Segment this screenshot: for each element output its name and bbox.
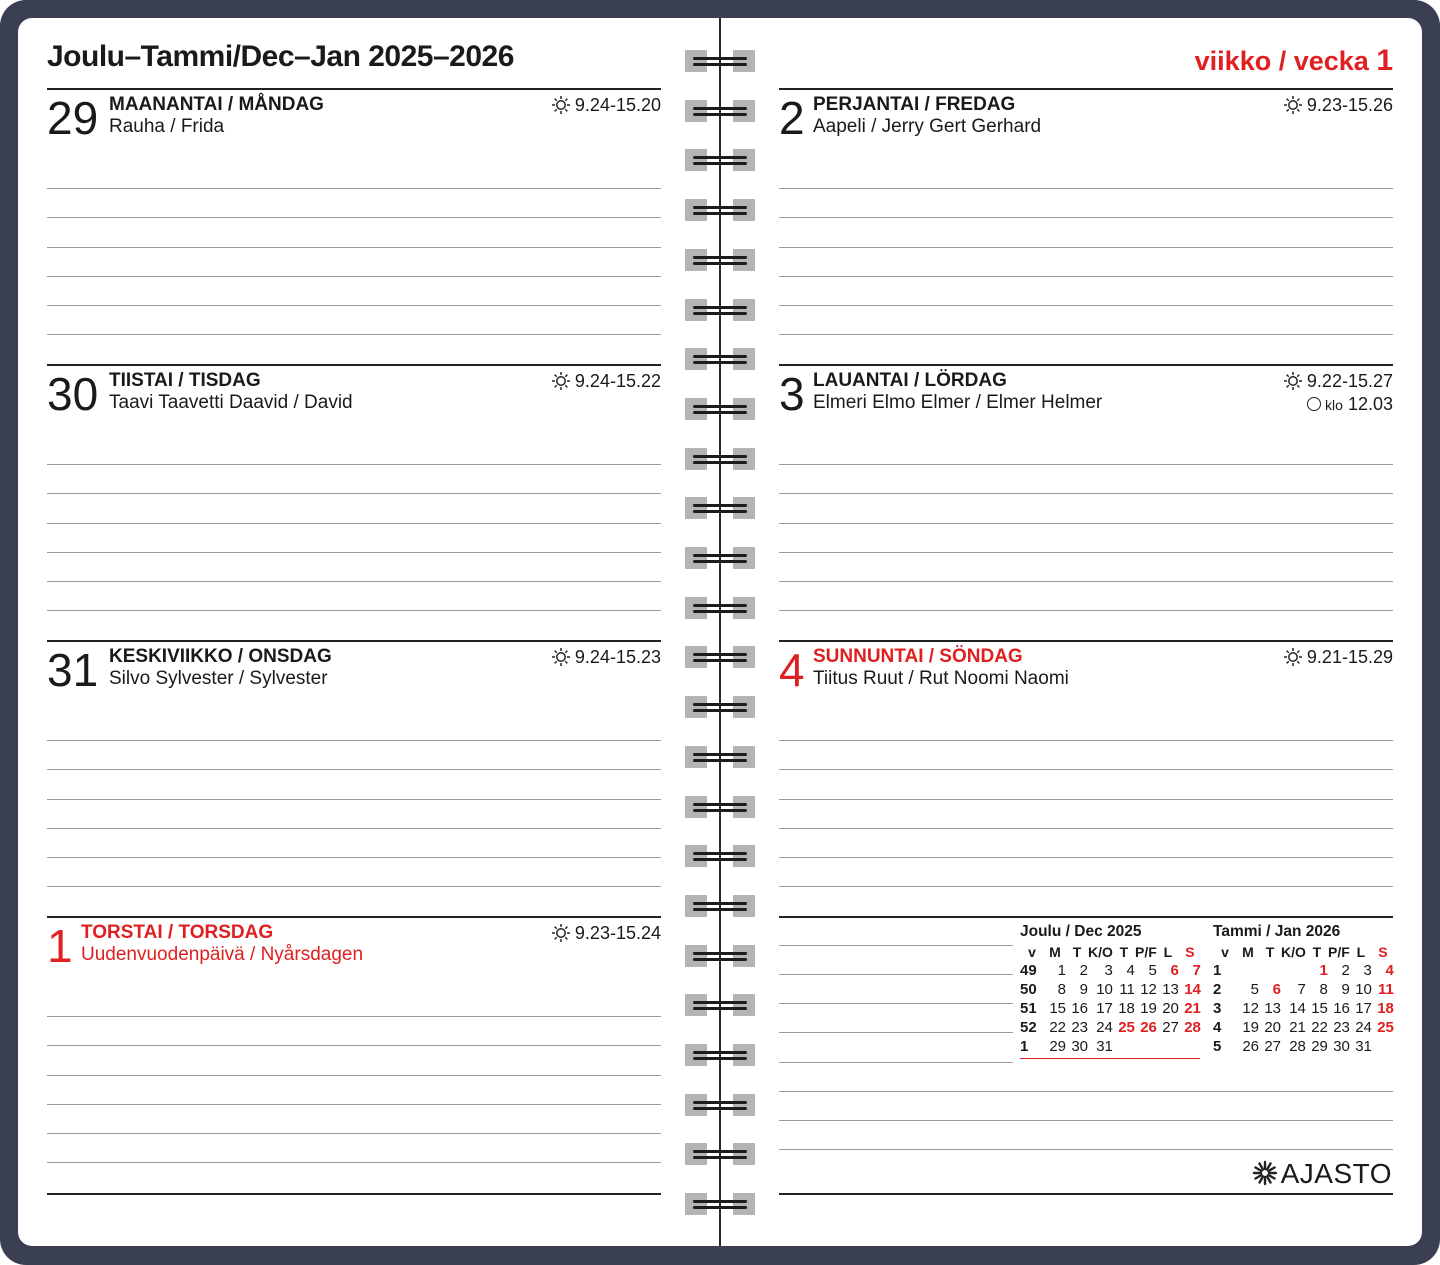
binding-ring bbox=[685, 696, 755, 718]
date-cell: 4 bbox=[1385, 962, 1394, 979]
writing-line bbox=[47, 828, 661, 829]
holiday-name: Uudenvuodenpäivä / Nyårsdagen bbox=[81, 944, 364, 965]
moon-phase bbox=[1307, 394, 1393, 415]
writing-line bbox=[47, 552, 661, 553]
binding-ring bbox=[685, 994, 755, 1016]
week-number-cell: 52 bbox=[1020, 1019, 1037, 1036]
sun-times: 9.23-15.24 bbox=[574, 923, 661, 943]
binding-ring bbox=[685, 149, 755, 171]
weekday-header: T bbox=[1119, 944, 1129, 960]
day-number: 30 bbox=[47, 368, 99, 420]
page-bottom-line bbox=[47, 1193, 661, 1195]
date-cell: 2 bbox=[1341, 962, 1350, 979]
weekday-header: M bbox=[1242, 944, 1254, 960]
brand-name: AJASTO bbox=[1280, 1158, 1392, 1189]
date-cell bbox=[1372, 1037, 1394, 1056]
writing-line bbox=[779, 1091, 1393, 1092]
date-cell: 27 bbox=[1162, 1019, 1179, 1036]
day-number: 3 bbox=[779, 368, 805, 420]
date-cell: 31 bbox=[1096, 1038, 1113, 1055]
calendar-week-row bbox=[1213, 1037, 1394, 1056]
writing-line bbox=[779, 857, 1393, 858]
page-bottom-line bbox=[779, 1193, 1393, 1195]
date-cell: 5 bbox=[1250, 981, 1259, 998]
writing-line bbox=[779, 334, 1393, 335]
binding-ring bbox=[685, 945, 755, 967]
date-cell: 7 bbox=[1297, 981, 1306, 998]
date-cell: 3 bbox=[1363, 962, 1372, 979]
week-number-cell: 5 bbox=[1213, 1038, 1222, 1055]
weekday-header: L bbox=[1356, 944, 1366, 960]
weekday-name: TORSTAI / TORSDAG bbox=[81, 922, 274, 943]
week-number-cell: 1 bbox=[1020, 1038, 1029, 1055]
date-cell: 22 bbox=[1311, 1019, 1328, 1036]
writing-line bbox=[47, 581, 661, 582]
day-number: 29 bbox=[47, 92, 99, 144]
date-cell: 21 bbox=[1289, 1019, 1306, 1036]
date-cell: 19 bbox=[1140, 1000, 1157, 1017]
writing-line bbox=[779, 523, 1393, 524]
binding-ring bbox=[685, 448, 755, 470]
writing-line bbox=[779, 886, 1393, 887]
day-divider bbox=[779, 88, 1393, 90]
day-number: 31 bbox=[47, 644, 99, 696]
weekday-header: T bbox=[1312, 944, 1322, 960]
calendar-week-row bbox=[1213, 1018, 1394, 1037]
writing-line bbox=[779, 188, 1393, 189]
weekday-header: S bbox=[1185, 944, 1195, 960]
week-number-cell: 1 bbox=[1213, 962, 1222, 979]
writing-line bbox=[779, 740, 1393, 741]
writing-line bbox=[779, 1149, 1393, 1150]
weekday-name: LAUANTAI / LÖRDAG bbox=[813, 370, 1007, 391]
name-day: Elmeri Elmo Elmer / Elmer Helmer bbox=[813, 392, 1103, 413]
date-cell: 15 bbox=[1311, 1000, 1328, 1017]
date-cell: 17 bbox=[1096, 1000, 1113, 1017]
date-cell: 17 bbox=[1355, 1000, 1372, 1017]
day-divider bbox=[779, 916, 1393, 918]
writing-line bbox=[779, 1032, 1013, 1033]
name-day: Silvo Sylvester / Sylvester bbox=[109, 668, 328, 689]
sun-times: 9.21-15.29 bbox=[1306, 647, 1393, 667]
sun-icon bbox=[1283, 95, 1303, 115]
binding-ring bbox=[685, 398, 755, 420]
date-cell: 8 bbox=[1057, 981, 1066, 998]
date-cell: 25 bbox=[1118, 1019, 1135, 1036]
name-day: Taavi Taavetti Daavid / David bbox=[109, 392, 353, 413]
week-number-cell: 3 bbox=[1213, 1000, 1222, 1017]
calendar-week-row bbox=[1213, 999, 1394, 1018]
writing-line bbox=[47, 1045, 661, 1046]
day-number: 2 bbox=[779, 92, 805, 144]
binding-ring bbox=[685, 845, 755, 867]
writing-line bbox=[47, 610, 661, 611]
binding-ring bbox=[685, 1094, 755, 1116]
sunrise-sunset bbox=[1283, 371, 1393, 392]
binding-ring bbox=[685, 100, 755, 122]
writing-line bbox=[47, 886, 661, 887]
weekday-header: S bbox=[1378, 944, 1388, 960]
binding-ring bbox=[685, 1044, 755, 1066]
writing-line bbox=[779, 610, 1393, 611]
date-cell: 2 bbox=[1079, 962, 1088, 979]
date-cell: 24 bbox=[1355, 1019, 1372, 1036]
mini-calendar-grid bbox=[1020, 943, 1201, 1056]
week-label: viikko / vecka bbox=[1194, 46, 1369, 76]
day-divider bbox=[779, 640, 1393, 642]
date-cell: 20 bbox=[1264, 1019, 1281, 1036]
day-block-thursday[interactable] bbox=[47, 916, 661, 1193]
date-cell bbox=[1259, 961, 1281, 980]
week-number: 1 bbox=[1376, 44, 1393, 77]
week-indicator bbox=[1195, 44, 1393, 78]
writing-line bbox=[779, 828, 1393, 829]
weekday-name: SUNNUNTAI / SÖNDAG bbox=[813, 646, 1023, 667]
writing-line bbox=[47, 334, 661, 335]
date-cell: 3 bbox=[1104, 962, 1113, 979]
date-cell: 22 bbox=[1049, 1019, 1066, 1036]
date-cell: 1 bbox=[1319, 962, 1328, 979]
sun-times: 9.22-15.27 bbox=[1306, 371, 1393, 391]
binding-ring bbox=[685, 199, 755, 221]
writing-line bbox=[779, 305, 1393, 306]
date-cell: 4 bbox=[1126, 962, 1135, 979]
day-divider bbox=[47, 88, 661, 90]
date-cell: 12 bbox=[1140, 981, 1157, 998]
calendar-week-row bbox=[1020, 999, 1201, 1018]
name-day: Aapeli / Jerry Gert Gerhard bbox=[813, 116, 1042, 137]
day-block-friday[interactable] bbox=[779, 88, 1393, 365]
writing-line bbox=[47, 305, 661, 306]
writing-line bbox=[47, 769, 661, 770]
binding-ring bbox=[685, 497, 755, 519]
writing-line bbox=[47, 464, 661, 465]
sunrise-sunset bbox=[551, 923, 661, 944]
month-end-underline bbox=[1020, 1058, 1200, 1059]
mini-calendar-title: Joulu / Dec 2025 bbox=[1020, 923, 1142, 940]
date-cell: 18 bbox=[1377, 1000, 1394, 1017]
mini-calendar-january bbox=[1213, 923, 1395, 1056]
binding-ring bbox=[685, 299, 755, 321]
binding-ring bbox=[685, 249, 755, 271]
calendar-week-row bbox=[1020, 1037, 1201, 1056]
date-cell: 7 bbox=[1192, 962, 1201, 979]
binding-ring bbox=[685, 895, 755, 917]
date-cell: 30 bbox=[1333, 1038, 1350, 1055]
date-cell: 16 bbox=[1071, 1000, 1088, 1017]
date-cell: 8 bbox=[1319, 981, 1328, 998]
date-cell bbox=[1237, 961, 1259, 980]
sun-icon bbox=[551, 923, 571, 943]
sun-times: 9.24-15.23 bbox=[574, 647, 661, 667]
sun-times: 9.23-15.26 bbox=[1306, 95, 1393, 115]
weekday-header: L bbox=[1163, 944, 1173, 960]
date-cell: 20 bbox=[1162, 1000, 1179, 1017]
date-cell: 10 bbox=[1096, 981, 1113, 998]
sunrise-sunset bbox=[551, 371, 661, 392]
mini-calendar-grid bbox=[1213, 943, 1394, 1056]
brand-logo bbox=[1251, 1158, 1392, 1190]
date-cell: 23 bbox=[1071, 1019, 1088, 1036]
weekday-header: v bbox=[1028, 944, 1036, 960]
date-cell: 14 bbox=[1184, 981, 1201, 998]
weekday-header: K/O bbox=[1281, 944, 1306, 960]
date-cell: 29 bbox=[1311, 1038, 1328, 1055]
date-cell: 10 bbox=[1355, 981, 1372, 998]
weekday-header: v bbox=[1221, 944, 1229, 960]
date-cell: 26 bbox=[1242, 1038, 1259, 1055]
writing-line bbox=[779, 1062, 1013, 1063]
writing-line bbox=[779, 464, 1393, 465]
date-cell: 16 bbox=[1333, 1000, 1350, 1017]
page-title: Joulu–Tammi/Dec–Jan 2025–2026 bbox=[47, 40, 514, 73]
writing-line bbox=[779, 276, 1393, 277]
sun-icon bbox=[1283, 647, 1303, 667]
week-number-cell: 2 bbox=[1213, 981, 1222, 998]
date-cell: 31 bbox=[1355, 1038, 1372, 1055]
full-moon-icon bbox=[1307, 397, 1321, 411]
date-cell: 1 bbox=[1057, 962, 1066, 979]
calendar-week-row bbox=[1213, 980, 1394, 999]
weekday-header: T bbox=[1072, 944, 1082, 960]
writing-line bbox=[779, 217, 1393, 218]
date-cell: 28 bbox=[1289, 1038, 1306, 1055]
writing-line bbox=[47, 1075, 661, 1076]
weekday-header: P/F bbox=[1135, 944, 1157, 960]
writing-line bbox=[47, 1133, 661, 1134]
day-block-tuesday[interactable] bbox=[47, 364, 661, 641]
name-day: Tiitus Ruut / Rut Noomi Naomi bbox=[813, 668, 1069, 689]
date-cell: 14 bbox=[1289, 1000, 1306, 1017]
binding-ring bbox=[685, 746, 755, 768]
binding-ring bbox=[685, 646, 755, 668]
writing-line bbox=[47, 523, 661, 524]
calendar-week-row bbox=[1020, 961, 1201, 980]
date-cell: 26 bbox=[1140, 1019, 1157, 1036]
writing-line bbox=[47, 799, 661, 800]
date-cell: 11 bbox=[1378, 981, 1394, 998]
date-cell: 12 bbox=[1242, 1000, 1259, 1017]
date-cell bbox=[1281, 961, 1306, 980]
weekday-header: P/F bbox=[1328, 944, 1350, 960]
writing-line bbox=[47, 493, 661, 494]
date-cell: 25 bbox=[1377, 1019, 1394, 1036]
day-divider bbox=[47, 364, 661, 366]
sunrise-sunset bbox=[551, 647, 661, 668]
date-cell: 11 bbox=[1119, 981, 1135, 998]
writing-line bbox=[47, 1162, 661, 1163]
date-cell: 30 bbox=[1071, 1038, 1088, 1055]
date-cell: 18 bbox=[1118, 1000, 1135, 1017]
calendar-week-row bbox=[1020, 1018, 1201, 1037]
writing-line bbox=[47, 857, 661, 858]
day-number: 4 bbox=[779, 644, 805, 696]
day-block-saturday[interactable] bbox=[779, 364, 1393, 641]
writing-line bbox=[47, 1016, 661, 1017]
writing-line bbox=[47, 188, 661, 189]
weekday-header: T bbox=[1265, 944, 1275, 960]
sun-icon bbox=[551, 95, 571, 115]
binding-ring bbox=[685, 1143, 755, 1165]
week-number-cell: 49 bbox=[1020, 962, 1037, 979]
binding-ring bbox=[685, 1193, 755, 1215]
date-cell: 9 bbox=[1341, 981, 1350, 998]
date-cell: 6 bbox=[1272, 981, 1281, 998]
sun-times: 9.24-15.20 bbox=[574, 95, 661, 115]
sunrise-sunset bbox=[551, 95, 661, 116]
day-divider bbox=[47, 916, 661, 918]
binding-ring bbox=[685, 547, 755, 569]
weekday-header: M bbox=[1049, 944, 1061, 960]
date-cell bbox=[1179, 1037, 1201, 1056]
date-cell: 6 bbox=[1170, 962, 1179, 979]
binding-ring bbox=[685, 796, 755, 818]
weekday-name: KESKIVIIKKO / ONSDAG bbox=[109, 646, 332, 667]
date-cell: 9 bbox=[1079, 981, 1088, 998]
writing-line bbox=[779, 1120, 1393, 1121]
date-cell: 5 bbox=[1148, 962, 1157, 979]
sun-icon bbox=[551, 647, 571, 667]
sun-times: 9.24-15.22 bbox=[574, 371, 661, 391]
name-day: Rauha / Frida bbox=[109, 116, 225, 137]
sunrise-sunset bbox=[1283, 647, 1393, 668]
sunrise-sunset bbox=[1283, 95, 1393, 116]
writing-line bbox=[47, 1104, 661, 1105]
writing-line bbox=[779, 1003, 1013, 1004]
date-cell: 28 bbox=[1184, 1019, 1201, 1036]
writing-line bbox=[779, 945, 1013, 946]
writing-line bbox=[779, 974, 1013, 975]
week-number-cell: 51 bbox=[1020, 1000, 1037, 1017]
moon-klo: klo bbox=[1325, 397, 1343, 413]
day-number: 1 bbox=[47, 920, 73, 972]
date-cell bbox=[1135, 1037, 1157, 1056]
binding-ring bbox=[685, 348, 755, 370]
moon-time: 12.03 bbox=[1347, 394, 1393, 414]
date-cell bbox=[1113, 1037, 1135, 1056]
mini-calendar-december bbox=[1020, 923, 1202, 1056]
mini-calendar-title: Tammi / Jan 2026 bbox=[1213, 923, 1341, 940]
date-cell: 29 bbox=[1049, 1038, 1066, 1055]
writing-line bbox=[47, 217, 661, 218]
sun-icon bbox=[1283, 371, 1303, 391]
week-number-cell: 50 bbox=[1020, 981, 1037, 998]
date-cell: 23 bbox=[1333, 1019, 1350, 1036]
day-divider bbox=[47, 640, 661, 642]
weekday-name: MAANANTAI / MÅNDAG bbox=[109, 94, 324, 115]
binding-ring bbox=[685, 597, 755, 619]
date-cell: 21 bbox=[1184, 1000, 1201, 1017]
date-cell bbox=[1157, 1037, 1179, 1056]
calendar-week-row bbox=[1213, 961, 1394, 980]
date-cell: 24 bbox=[1096, 1019, 1113, 1036]
sun-icon bbox=[551, 371, 571, 391]
weekday-header: K/O bbox=[1088, 944, 1113, 960]
writing-line bbox=[47, 247, 661, 248]
date-cell: 27 bbox=[1264, 1038, 1281, 1055]
date-cell: 15 bbox=[1049, 1000, 1066, 1017]
date-cell: 19 bbox=[1242, 1019, 1259, 1036]
day-block-sunday[interactable] bbox=[779, 640, 1393, 917]
writing-line bbox=[779, 799, 1393, 800]
writing-line bbox=[779, 769, 1393, 770]
date-cell: 13 bbox=[1264, 1000, 1281, 1017]
weekday-name: TIISTAI / TISDAG bbox=[109, 370, 261, 391]
writing-line bbox=[779, 493, 1393, 494]
day-divider bbox=[779, 364, 1393, 366]
writing-line bbox=[47, 276, 661, 277]
writing-line bbox=[779, 247, 1393, 248]
date-cell: 13 bbox=[1162, 981, 1179, 998]
writing-line bbox=[779, 581, 1393, 582]
binding-ring bbox=[685, 50, 755, 72]
calendar-week-row bbox=[1020, 980, 1201, 999]
weekday-name: PERJANTAI / FREDAG bbox=[813, 94, 1016, 115]
day-block-monday[interactable] bbox=[47, 88, 661, 365]
writing-line bbox=[779, 552, 1393, 553]
writing-line bbox=[47, 740, 661, 741]
day-block-wednesday[interactable] bbox=[47, 640, 661, 917]
ajasto-star-icon bbox=[1251, 1159, 1279, 1187]
week-number-cell: 4 bbox=[1213, 1019, 1222, 1036]
